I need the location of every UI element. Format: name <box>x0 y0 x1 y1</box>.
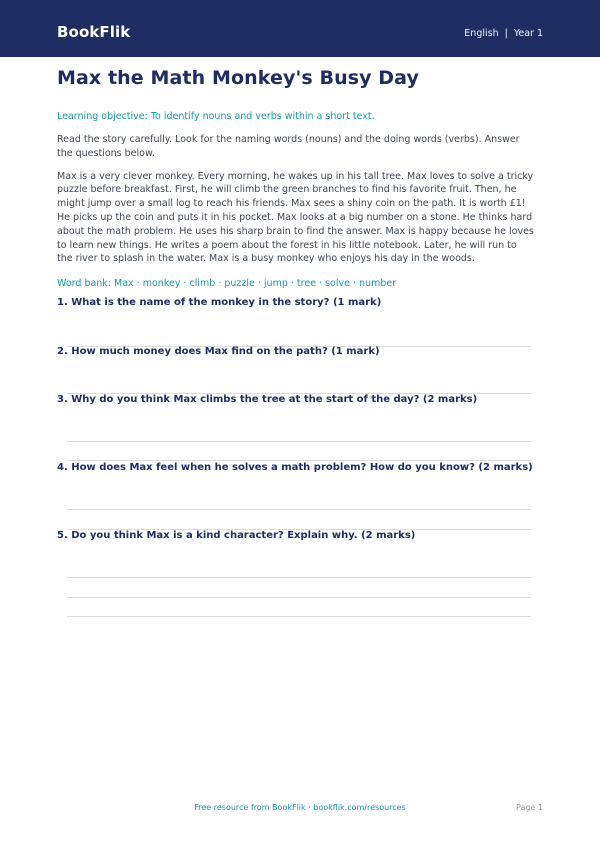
footer-resource-link[interactable]: Free resource from BookFlik · bookflik.com/resources <box>194 803 406 812</box>
answer-line[interactable] <box>67 460 531 461</box>
answer-line[interactable] <box>67 441 531 442</box>
page-number: Page 1 <box>516 803 543 812</box>
header-bar <box>0 0 600 57</box>
page-title: Max the Math Monkey's Busy Day <box>57 67 419 89</box>
brand-logo: BookFlik <box>57 23 131 41</box>
answer-line[interactable] <box>67 597 531 598</box>
header-meta <box>464 28 543 39</box>
answer-line[interactable] <box>67 509 531 510</box>
meta-separator: | <box>504 28 508 39</box>
question-3: 3. Why do you think Max climbs the tree at the start of the day? (2 marks) <box>57 394 478 405</box>
worksheet-content <box>57 67 540 290</box>
word-bank: Word bank: Max · monkey · climb · puzzle · jump · tree · solve · number <box>57 278 397 290</box>
answer-line[interactable] <box>67 616 531 617</box>
question-4: 4. How does Max feel when he solves a math problem? How do you know? (2 marks) <box>57 462 533 473</box>
learning-objective: Learning objective: To identify nouns and verbs within a short text. <box>57 110 375 122</box>
question-1: 1. What is the name of the monkey in the story? (1 mark) <box>57 297 382 308</box>
story-text: Max is a very clever monkey. Every morning, he wakes up in his tall tree. Max loves to solve a tricky puzzle before breakfast. First, he will climb the green branches to find his favorite fruit. Then, he might jump over a small log to reach his friends. Max sees a shiny coin on the path. It is worth £1! He picks up the coin and puts it in his pocket. Max looks at a big number on a stone. He thinks hard about the math problem. He uses his sharp brain to find the answer. Max is happy because he loves to learn new things. He writes a poem about the forest in his little notebook. Later, he will run to the river to splash in the water. Max is a busy monkey who enjoys his day in the woods. <box>57 170 534 265</box>
question-5: 5. Do you think Max is a kind character? Explain why. (2 marks) <box>57 530 416 541</box>
instructions-text: Read the story carefully. Look for the naming words (nouns) and the doing words (verbs). Answer the questions below. <box>57 134 520 159</box>
answer-line[interactable] <box>67 577 531 578</box>
year-label: Year 1 <box>513 28 543 39</box>
question-2: 2. How much money does Max find on the path? (1 mark) <box>57 346 380 357</box>
subject-label: English <box>464 28 499 39</box>
